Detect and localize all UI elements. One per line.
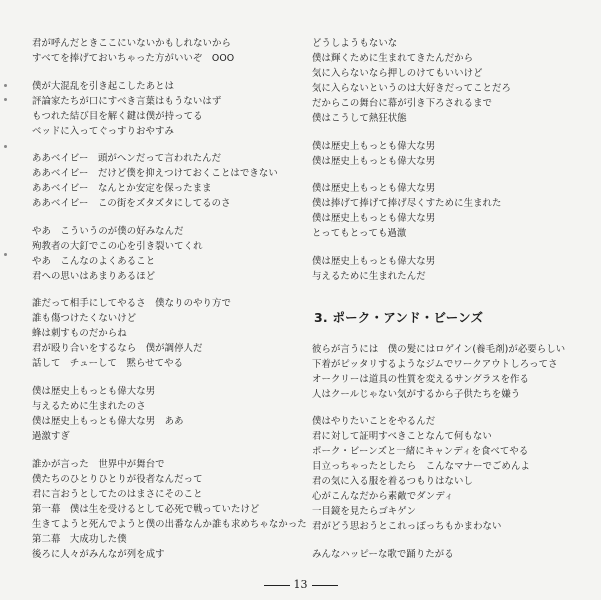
lyric-line: 目立っちゃったとしたら こんなマナーでごめんよ: [312, 461, 530, 473]
lyric-line: みんなハッピーな歌で踊りたがる: [312, 548, 454, 560]
lyric-line: 下着がピッタリするようなジムでワークアウトしろってさ: [312, 358, 558, 370]
lyric-line: 気に入らないというのは大好きだってことだろ: [312, 83, 511, 94]
lyric-line: 君がどう思おうとこれっぽっちもかまわない: [312, 521, 502, 533]
lyric-line: 誰も傷つけたくないけど: [32, 313, 137, 325]
lyric-stanza: [312, 139, 584, 169]
lyric-line: とってもとっても過激: [312, 228, 407, 240]
lyric-stanza: [32, 296, 294, 371]
lyric-line: 君の気に入る服を着るつもりはないし: [312, 476, 473, 488]
lyric-line: 君に言おうとしてたのはまさにそのこと: [32, 488, 203, 500]
lyric-line: 僕は歴史上もっとも偉大な男: [32, 385, 156, 397]
lyric-line: 君が殴り合いをするなら 僕が調停人だ: [32, 343, 203, 355]
lyric-line: 評論家たちが口にすべき言葉はもうないはず: [32, 95, 222, 107]
page-number-dash-left: [264, 585, 290, 586]
lyric-line: ああベイビー だけど僕を抑えつけておくことはできない: [32, 168, 278, 180]
lyric-line: 与えるために生まれたんだ: [312, 270, 426, 282]
page-number-value: 13: [293, 578, 308, 591]
lyric-line: 第一幕 僕は生を受けるとして必死で戦っていたけど: [32, 503, 260, 515]
song-title: 3. ポーク・アンド・ビーンズ: [314, 309, 484, 325]
lyric-line: 僕は歴史上もっとも偉大な男: [312, 140, 436, 152]
scan-mark: [4, 145, 7, 148]
lyric-stanza: [312, 36, 584, 126]
lyric-stanza: [32, 224, 294, 284]
lyric-line: 生きてようと死んでようと僕の出番なんか誰も求めちゃなかった: [32, 518, 307, 530]
lyric-line: 彼らが言うには 僕の髪にはロゲイン(養毛剤)が必要らしい: [312, 343, 566, 355]
lyric-line: やあ こんなのよくあること: [32, 255, 156, 267]
lyric-line: 話して チューして 黙らせてやる: [32, 358, 184, 370]
lyric-stanza: [312, 254, 584, 284]
lyric-line: ああベイビー なんとか安定を保ったまま: [32, 183, 212, 195]
lyric-line: 君が呼んだときここにいないかもしれないから: [32, 38, 231, 49]
lyric-line: 一目鏡を見たらゴキゲン: [312, 506, 417, 518]
lyric-line: ポーク・ビーンズと一緒にキャンディを食べてやる: [312, 446, 529, 458]
page-number: [0, 578, 601, 592]
lyric-line: ああベイビー 頭がヘンだって言われたんだ: [32, 153, 222, 165]
lyric-line: オークリーは道具の性質を変えるサングラスを作る: [312, 373, 529, 385]
lyric-line: 僕は歴史上もっとも偉大な男 ああ: [32, 415, 184, 427]
lyric-line: 君に対して証明すべきことなんて何もない: [312, 431, 492, 443]
lyric-stanza: [312, 181, 584, 241]
lyric-line: 君への思いはあまりあるほど: [32, 270, 156, 282]
lyric-line: やあ こういうのが僕の好みなんだ: [32, 225, 184, 237]
lyric-stanza: [312, 342, 584, 402]
lyric-line: 第二幕 大成功した僕: [32, 533, 127, 545]
lyric-line: もつれた結び目を解く鍵は僕が持ってる: [32, 110, 203, 122]
lyric-stanza: [312, 414, 584, 534]
lyric-line: 蜂は刺すものだからね: [32, 328, 127, 340]
lyric-line: 誰だって相手にしてやるさ 僕なりのやり方で: [32, 298, 231, 310]
lyric-line: ああベイビー この街をズタズタにしてるのさ: [32, 198, 231, 210]
lyric-line: 僕は歴史上もっとも偉大な男: [312, 155, 436, 167]
scan-mark: [4, 98, 7, 101]
lyric-line: ベッドに入ってぐっすりおやすみ: [32, 125, 174, 137]
lyric-stanza: [312, 547, 584, 562]
lyric-stanza: [32, 151, 294, 211]
lyric-line: 僕はやりたいことをやるんだ: [312, 416, 436, 428]
lyric-stanza: [32, 384, 294, 444]
page-number-dash-right: [312, 585, 338, 586]
scan-mark: [4, 253, 7, 256]
lyric-line: 僕は捧げて捧げて捧げ尽くすために生まれた: [312, 198, 502, 210]
lyric-line: 与えるために生まれたのさ: [32, 400, 146, 412]
right-lyrics-column: [312, 36, 584, 575]
lyric-line: どうしようもないな: [312, 38, 398, 49]
lyric-stanza: [32, 36, 294, 66]
lyric-line: 僕は歴史上もっとも偉大な男: [312, 183, 436, 195]
lyric-line: 人はクールじゃない気がするから子供たちを嫌う: [312, 388, 521, 400]
lyric-line: 僕は歴史上もっとも偉大な男: [312, 255, 436, 267]
lyric-line: だからこの舞台に幕が引き下ろされるまで: [312, 98, 493, 109]
lyric-line: 過激すぎ: [32, 430, 70, 442]
lyric-line: 僕が大混乱を引き起こしたあとは: [32, 80, 175, 92]
lyric-line: 僕は歴史上もっとも偉大な男: [312, 213, 436, 225]
lyric-line: 殉教者の大釘でこの心を引き裂いてくれ: [32, 240, 203, 252]
lyric-line: 後ろに人々がみんなが列を成す: [32, 548, 165, 560]
lyric-stanza: [32, 457, 307, 562]
lyric-line: 僕は輝くために生まれてきたんだから: [312, 53, 474, 64]
lyric-line: 誰かが言った 世界中が舞台で: [32, 458, 165, 470]
scan-mark: [4, 84, 7, 87]
left-lyrics-column: [32, 36, 307, 574]
lyric-stanza: [32, 79, 294, 139]
lyric-line: 僕たちのひとりひとりが役者なんだって: [32, 473, 203, 485]
lyric-line: 僕はこうして熱狂状態: [312, 113, 407, 124]
lyric-line: 気に入らないなら押しのけてもいいけど: [312, 68, 483, 79]
lyric-line: 心がこんなだから素敵でダンディ: [312, 491, 454, 503]
lyric-line: すべてを捧げておいちゃった方がいいぞ OOO: [32, 53, 235, 64]
